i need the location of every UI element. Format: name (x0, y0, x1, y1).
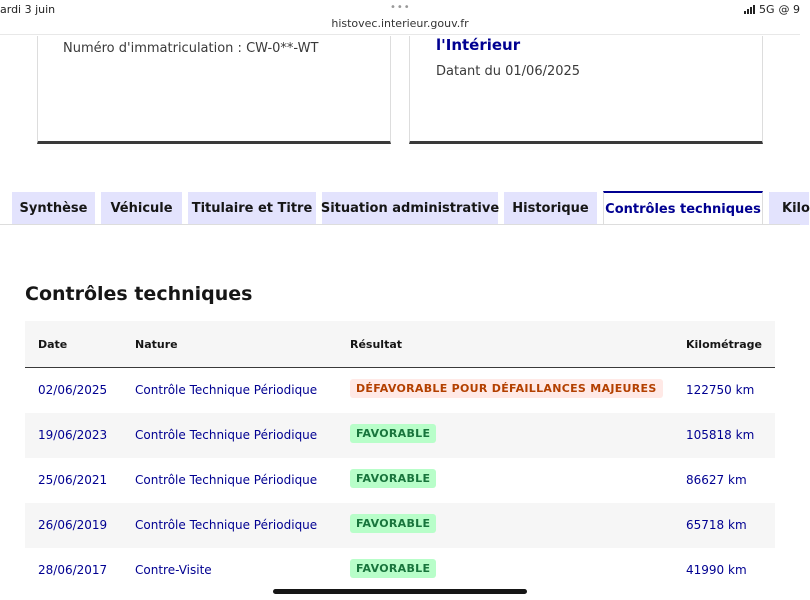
header-date: Date (38, 338, 68, 351)
home-indicator[interactable] (273, 589, 527, 594)
table-header (25, 321, 775, 368)
table-row (25, 458, 775, 503)
vehicle-card (37, 36, 391, 144)
divider (0, 34, 800, 35)
page-title: Contrôles techniques (25, 283, 253, 305)
table-row (25, 548, 775, 593)
source-title: l'Intérieur (436, 36, 521, 54)
source-card (409, 36, 763, 144)
inspections-table (25, 321, 775, 593)
header-km: Kilométrage (686, 338, 762, 351)
row-km: 105818 km (686, 428, 755, 442)
row-date: 28/06/2017 (38, 563, 108, 577)
row-nature: Contre-Visite (135, 563, 212, 577)
tab-controles-techniques[interactable]: Contrôles techniques (603, 191, 763, 226)
result-badge-favorable: FAVORABLE (350, 469, 436, 488)
row-nature: Contrôle Technique Périodique (135, 383, 318, 397)
row-result (350, 518, 436, 537)
tab-synthese[interactable]: Synthèse (12, 192, 95, 225)
status-date: ardi 3 juin (0, 3, 56, 16)
tab-titulaire[interactable]: Titulaire et Titre (188, 192, 316, 225)
row-result (350, 428, 436, 447)
row-nature: Contrôle Technique Périodique (135, 428, 318, 442)
row-result (350, 383, 663, 402)
row-km: 65718 km (686, 518, 747, 532)
tab-vehicule[interactable]: Véhicule (101, 192, 182, 225)
url-bar[interactable]: histovec.interieur.gouv.fr (331, 17, 469, 30)
result-badge-favorable: FAVORABLE (350, 559, 436, 578)
table-row (25, 368, 775, 413)
row-nature: Contrôle Technique Périodique (135, 518, 318, 532)
row-nature: Contrôle Technique Périodique (135, 473, 318, 487)
row-km: 86627 km (686, 473, 747, 487)
more-dots-icon[interactable]: ••• (390, 2, 411, 13)
tab-historique[interactable]: Historique (504, 192, 597, 225)
table-row (25, 413, 775, 458)
row-date: 25/06/2021 (38, 473, 108, 487)
status-indicators (744, 3, 800, 16)
table-row (25, 503, 775, 548)
tab-bar (0, 191, 810, 225)
header-result: Résultat (350, 338, 403, 351)
row-km: 41990 km (686, 563, 747, 577)
row-result (350, 563, 436, 582)
result-badge-unfavorable: DÉFAVORABLE POUR DÉFAILLANCES MAJEURES (350, 379, 663, 398)
signal-icon (744, 5, 755, 14)
result-badge-favorable: FAVORABLE (350, 424, 436, 443)
result-badge-favorable: FAVORABLE (350, 514, 436, 533)
source-date: Datant du 01/06/2025 (436, 64, 581, 79)
header-nature: Nature (135, 338, 178, 351)
row-km: 122750 km (686, 383, 755, 397)
row-date: 02/06/2025 (38, 383, 108, 397)
tab-situation-administrative[interactable]: Situation administrative (322, 192, 498, 225)
row-date: 26/06/2019 (38, 518, 108, 532)
tab-kilometrage[interactable]: Kilo (769, 192, 809, 225)
status-extra: @ 9 (778, 3, 800, 16)
network-label: 5G (758, 3, 775, 16)
row-date: 19/06/2023 (38, 428, 108, 442)
registration-number: Numéro d'immatriculation : CW-0**-WT (63, 41, 319, 56)
row-result (350, 473, 436, 492)
